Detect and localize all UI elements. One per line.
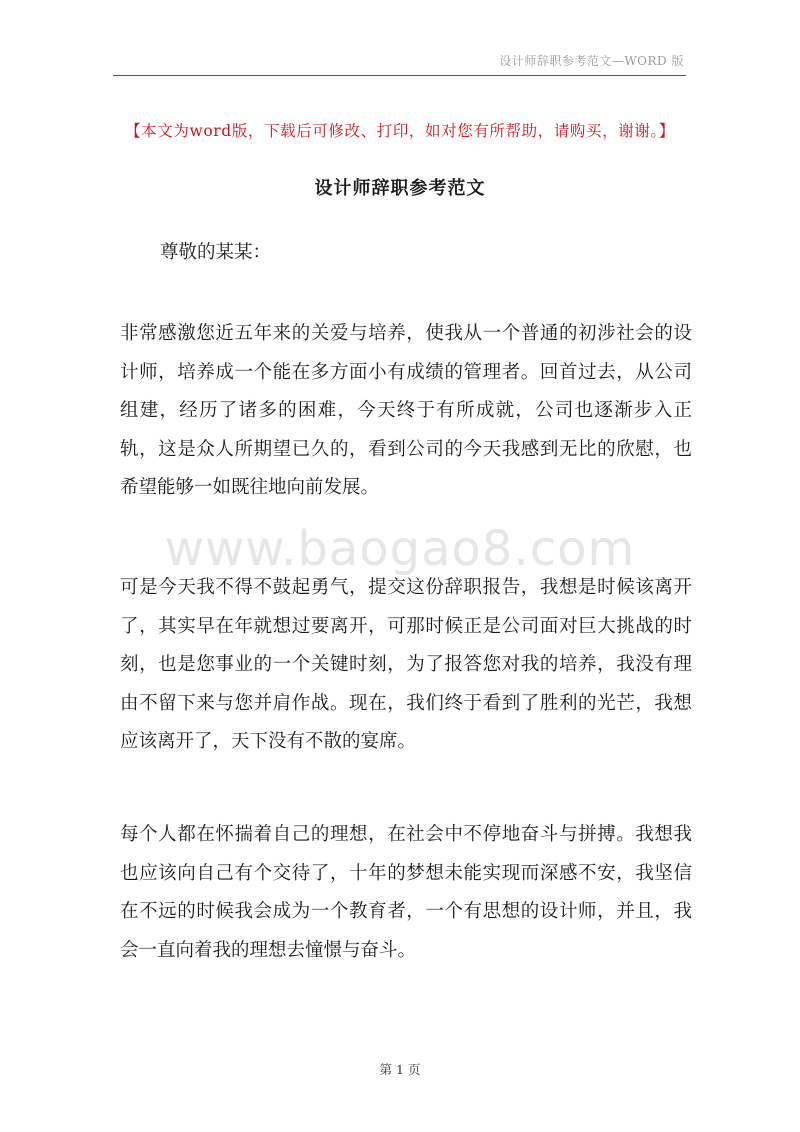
body-paragraph-2: 可是今天我不得不鼓起勇气，提交这份辞职报告，我想是时候该离开了，其实早在年就想过要离开，可那时候正是公司面对巨大挑战的时刻，也是您事业的一个关键时刻，为了报答您对我的培养，我没有理由不留下来与您并肩作战。现在，我们终于看到了胜利的光芒，我想应该离开了，天下没有不散的宴席。: [120, 577, 692, 753]
watermark: www.baogao8.com: [164, 521, 636, 577]
notice-banner: 【本文为word版，下载后可修改、打印，如对您有所帮助，请购买，谢谢。】: [125, 122, 675, 140]
document-title: 设计师辞职参考范文: [314, 178, 486, 199]
header-divider: [113, 75, 686, 76]
page-number: 第 1 页: [379, 1062, 421, 1077]
body-paragraph-1: 非常感激您近五年来的关爱与培养，使我从一个普通的初涉社会的设计师，培养成一个能在多方面小有成绩的管理者。回首过去，从公司组建，经历了诸多的困难，今天终于有所成就，公司也逐渐步入正轨，这是众人所期望已久的，看到公司的今天我感到无比的欣慰，也希望能够一如既往地向前发展。: [120, 323, 692, 499]
page-header-text: 设计师辞职参考范文—WORD 版: [499, 54, 684, 68]
body-paragraph-3: 每个人都在怀揣着自己的理想，在社会中不停地奋斗与拼搏。我想我也应该向自己有个交待了，十年的梦想未能实现而深感不安，我坚信在不远的时候我会成为一个教育者，一个有思想的设计师，并且，我会一直向着我的理想去憧憬与奋斗。: [120, 824, 692, 961]
salutation: 尊敬的某某：: [160, 242, 272, 263]
